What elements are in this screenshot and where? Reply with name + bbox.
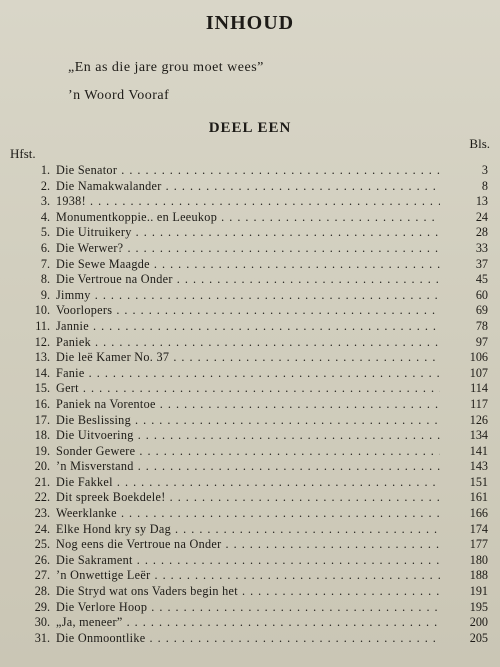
chapter-title: Die Beslissing . . .: [56, 413, 440, 429]
toc-entry: [0, 366, 500, 382]
chapter-number: 20.: [34, 459, 50, 474]
chapter-title: Weerklanke . . .: [56, 506, 440, 522]
toc-entry: [0, 350, 500, 366]
chapter-number: 28.: [34, 584, 50, 599]
table-of-contents: [0, 163, 500, 646]
page-number: 3: [481, 163, 488, 177]
chapter-title: 1938! . . .: [56, 194, 440, 210]
chapter-number: 1.: [40, 163, 50, 177]
toc-entry: [0, 615, 500, 631]
toc-entry: [0, 257, 500, 273]
page-number: 60: [475, 287, 488, 302]
page-number: 205: [469, 630, 488, 645]
chapter-number: 14.: [34, 365, 50, 380]
toc-entry: [0, 163, 500, 179]
chapter-title: Voorlopers . . .: [56, 303, 440, 319]
page-number: 106: [469, 350, 488, 365]
chapter-title: Elke Hond kry sy Dag . . .: [56, 522, 440, 538]
page-number: 143: [469, 459, 488, 474]
chapter-title: Fanie . . .: [56, 366, 440, 382]
page-number: 161: [469, 490, 488, 505]
chapter-title: Gert . . .: [56, 381, 440, 397]
chapter-number: 16.: [34, 396, 50, 411]
chapter-number: 10.: [34, 303, 50, 318]
toc-entry: [0, 225, 500, 241]
chapter-number: 21.: [34, 474, 50, 489]
chapter-title: Jannie . . .: [56, 319, 440, 335]
chapter-title: Die Uitvoering . . .: [56, 428, 440, 444]
page-number: 180: [469, 552, 488, 567]
page-number: 33: [475, 240, 488, 255]
chapter-title: Die Senator . . .: [56, 163, 440, 179]
toc-entry: [0, 413, 500, 429]
chapter-title: Jimmy . . .: [56, 288, 440, 304]
chapter-number: 26.: [34, 552, 50, 567]
chapter-title: Die Stryd wat ons Vaders begin het . . .: [56, 584, 440, 600]
page-number: 188: [469, 568, 488, 583]
chapter-number: 3.: [40, 194, 50, 209]
page-number: 24: [475, 209, 488, 224]
chapter-number: 2.: [40, 178, 50, 193]
page-number: 166: [469, 506, 488, 521]
chapter-title: Die Sewe Maagde . . .: [56, 257, 440, 273]
chapter-number: 31.: [34, 630, 50, 645]
toc-entry: [0, 288, 500, 304]
chapter-title: Die Namakwalander . . .: [56, 179, 440, 195]
chapter-number: 27.: [34, 568, 50, 583]
toc-entry: [0, 381, 500, 397]
page-number: 8: [481, 178, 488, 193]
chapter-title: Sonder Gewere . . .: [56, 444, 440, 460]
intro-foreword: ’n Woord Vooraf: [68, 88, 170, 103]
toc-entry: [0, 397, 500, 413]
page-title: INHOUD: [205, 12, 295, 34]
page-number: 191: [469, 584, 488, 599]
toc-entry: [0, 553, 500, 569]
chapter-number: 18.: [34, 428, 50, 443]
chapter-number: 17.: [34, 412, 50, 427]
chapter-number: 23.: [34, 506, 50, 521]
toc-entry: [0, 335, 500, 351]
chapter-number: 30.: [34, 615, 50, 630]
toc-entry: [0, 194, 500, 210]
toc-entry: [0, 459, 500, 475]
page-number: 117: [470, 396, 488, 411]
page-number: 200: [469, 615, 488, 630]
chapter-title: Dit spreek Boekdele! . . .: [56, 490, 440, 506]
page-number: 97: [475, 334, 488, 349]
page-number: 45: [475, 272, 488, 287]
chapter-number: 9.: [40, 287, 50, 302]
chapter-number: 11.: [35, 318, 50, 333]
chapter-number: 25.: [34, 537, 50, 552]
toc-entry: [0, 428, 500, 444]
page-column-header: Bls.: [469, 136, 490, 151]
chapter-title: Die Onmoontlike . . .: [56, 631, 440, 647]
chapter-number: 5.: [40, 225, 50, 240]
toc-entry: [0, 584, 500, 600]
chapter-number: 6.: [40, 240, 50, 255]
chapter-title: Monumentkoppie.. en Leeukop . . .: [56, 210, 440, 226]
chapter-number: 15.: [34, 381, 50, 396]
chapter-number: 22.: [34, 490, 50, 505]
chapter-title: Nog eens die Vertroue na Onder . . .: [56, 537, 440, 553]
intro-epigraph: „En as die jare grou moet wees”: [68, 60, 264, 75]
chapter-title: Die leë Kamer No. 37 . . .: [56, 350, 440, 366]
page-number: 151: [469, 474, 488, 489]
toc-entry: [0, 272, 500, 288]
toc-entry: [0, 600, 500, 616]
chapter-title: „Ja, meneer” . . .: [56, 615, 440, 631]
chapter-number: 12.: [34, 334, 50, 349]
chapter-number: 19.: [34, 443, 50, 458]
page-number: 78: [475, 318, 488, 333]
page-number: 126: [469, 412, 488, 427]
section-heading: DEEL EEN: [208, 120, 292, 136]
chapter-title: Paniek na Vorentoe . . .: [56, 397, 440, 413]
chapter-number: 13.: [34, 350, 50, 365]
page-number: 195: [469, 599, 488, 614]
chapter-title: Die Uitruikery . . .: [56, 225, 440, 241]
toc-entry: [0, 444, 500, 460]
toc-entry: [0, 319, 500, 335]
page-number: 28: [475, 225, 488, 240]
chapter-title: Die Verlore Hoop . . .: [56, 600, 440, 616]
chapter-title: Die Fakkel . . .: [56, 475, 440, 491]
chapter-number: 4.: [40, 209, 50, 224]
chapter-column-header: Hfst.: [10, 146, 36, 161]
toc-entry: [0, 568, 500, 584]
page-number: 37: [475, 256, 488, 271]
page-number: 134: [469, 428, 488, 443]
chapter-title: Die Werwer? . . .: [56, 241, 440, 257]
toc-entry: [0, 303, 500, 319]
page-number: 177: [469, 537, 488, 552]
chapter-title: Paniek . . .: [56, 335, 440, 351]
page-number: 69: [475, 303, 488, 318]
chapter-number: 8.: [40, 272, 50, 287]
toc-entry: [0, 210, 500, 226]
page-number: 107: [469, 365, 488, 380]
toc-entry: [0, 506, 500, 522]
chapter-title: ’n Misverstand . . .: [56, 459, 440, 475]
page-number: 13: [475, 194, 488, 209]
chapter-number: 29.: [34, 599, 50, 614]
chapter-title: ’n Onwettige Leër . . .: [56, 568, 440, 584]
chapter-number: 7.: [40, 256, 50, 271]
toc-entry: [0, 475, 500, 491]
toc-entry: [0, 631, 500, 647]
page-number: 174: [469, 521, 488, 536]
page-number: 114: [470, 381, 488, 396]
chapter-title: Die Sakrament . . .: [56, 553, 440, 569]
toc-entry: [0, 522, 500, 538]
toc-entry: [0, 241, 500, 257]
toc-entry: [0, 179, 500, 195]
toc-entry: [0, 490, 500, 506]
toc-entry: [0, 537, 500, 553]
chapter-title: Die Vertroue na Onder . . .: [56, 272, 440, 288]
page-number: 141: [469, 443, 488, 458]
chapter-number: 24.: [34, 521, 50, 536]
